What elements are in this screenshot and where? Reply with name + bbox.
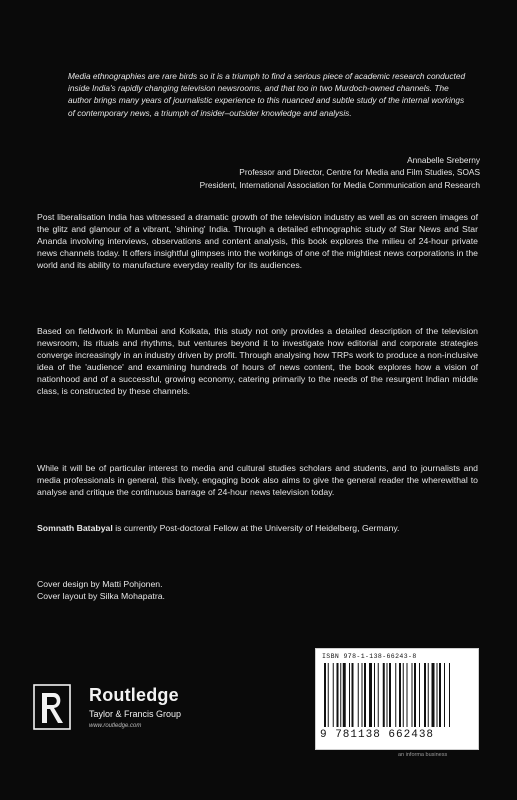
publisher-name: Routledge — [89, 685, 179, 705]
author-name: Somnath Batabyal — [37, 523, 113, 533]
endorser-name: Annabelle Sreberny — [407, 155, 480, 165]
routledge-r-icon — [32, 683, 74, 733]
blurb-paragraph-2: Based on fieldwork in Mumbai and Kolkata, this study not only provides a detailed description of the television newsroom, its rituals and rhythms, but ventures beyond it to investigate how editorial and corporate strategies converge increasingly in an industry driven by profit. Through analysing how TRPs work to produce a non-inclusive idea of the 'audience' and examining hundreds of hours of news content, the book explores how a vision of nationhood and of a successful, growing economy, catering primarily to the needs of the resurgent Indian middle class, is constructed by these channels. — [37, 326, 478, 397]
author-bio — [37, 522, 478, 534]
publisher-url[interactable]: www.routledge.com — [89, 723, 142, 729]
author-bio-text: is currently Post-doctoral Fellow at the University of Heidelberg, Germany. — [112, 523, 400, 533]
isbn-label: ISBN 978-1-138-66243-8 — [322, 653, 417, 660]
publisher-logo — [32, 683, 232, 743]
cover-design-credit: Cover design by Matti Pohjonen. — [37, 579, 163, 589]
cover-layout-credit: Cover layout by Silka Mohapatra. — [37, 591, 165, 602]
blurb-paragraph-3: While it will be of particular interest to media and cultural studies scholars and students, and to journalists and media professionals in general, this lively, engaging book also aims to give the general reader the wherewithal to analyse and critique the continuous barrage of 24-hour news television today. — [37, 463, 478, 498]
blurb-paragraph-1: Post liberalisation India has witnessed a dramatic growth of the television industry as well as on screen images of the glitz and glamour of a vibrant, 'shining' India. Through a detailed ethnographic study of Star News and Star Ananda involving interviews, observations and content analysis, this book explores the milieu of 24-hour private news channels today. It offers insightful glimpses into the workings of one of the mightiest news corporations in the world and its ability to manufacture everyday reality for its audiences. — [37, 212, 478, 271]
barcode-icon — [324, 663, 470, 727]
endorsement-quote: Media ethnographies are rare birds so it is a triumph to find a serious piece of academic research conducted inside India's rapidly changing television newsrooms, and that too in two Murdoch-owned channels. The author brings many years of journalistic experience to this nuanced and subtle study of the internal workings of contemporary news, a triumph of insider–outsider knowledge and analysis. — [68, 71, 466, 118]
endorser-title-1: Professor and Director, Centre for Media and Film Studies, SOAS — [239, 167, 480, 178]
barcode-digits: 9 781138 662438 — [320, 729, 435, 741]
endorser-title-2: President, International Association for Media Communication and Research — [199, 179, 480, 190]
isbn-barcode — [315, 648, 479, 750]
endorsement-attribution — [140, 154, 480, 191]
imprint-note: an informa business — [398, 752, 448, 758]
publisher-group: Taylor & Francis Group — [89, 709, 182, 719]
cover-credits — [37, 578, 165, 603]
